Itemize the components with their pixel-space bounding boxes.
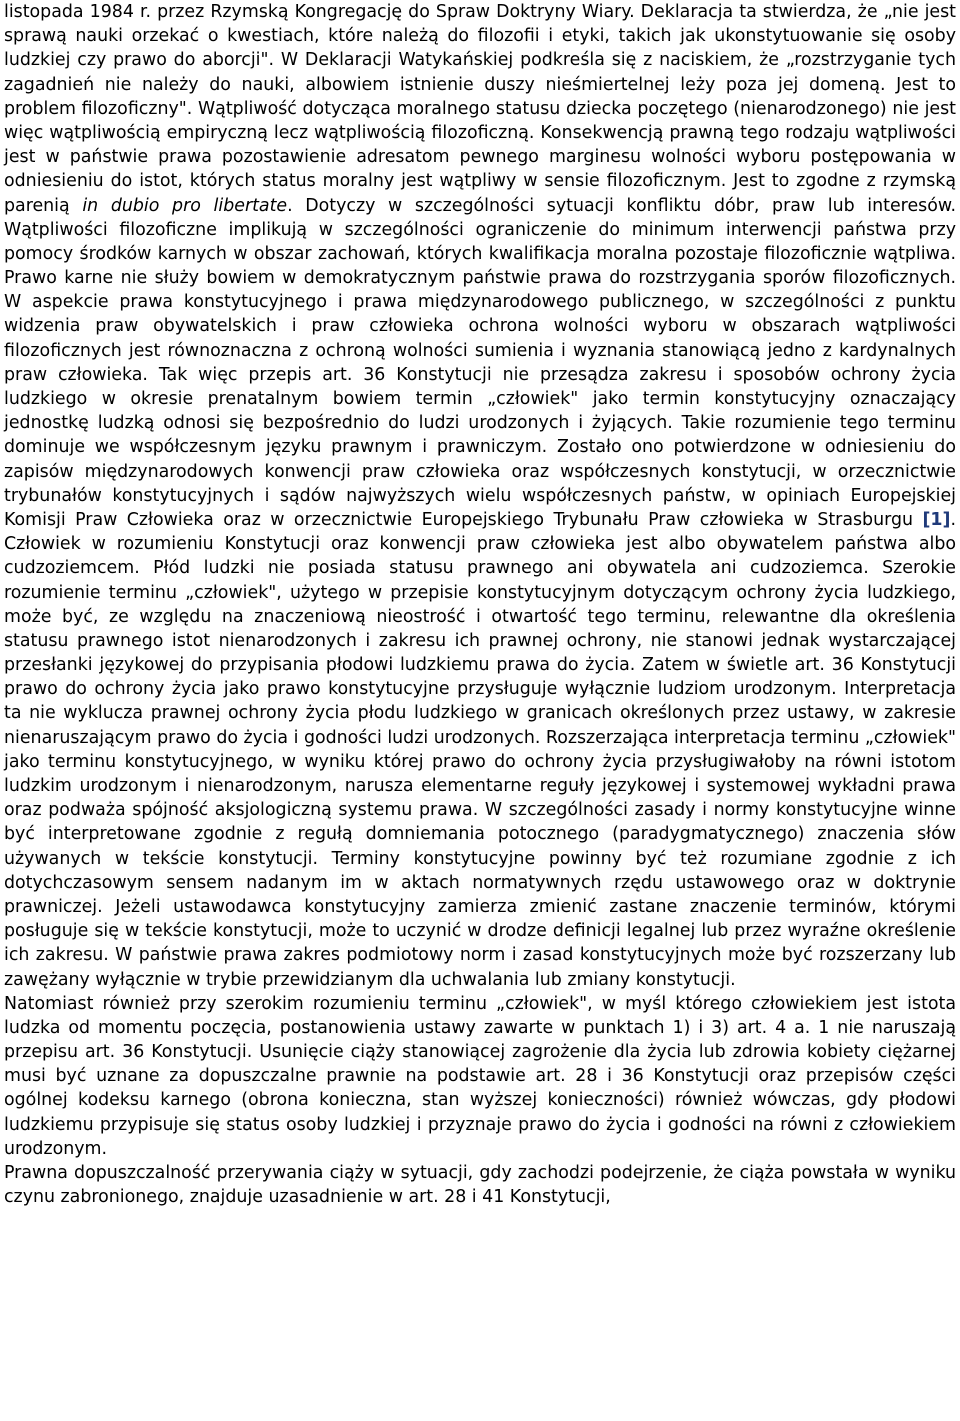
footnote-link[interactable]: [1] (922, 509, 951, 530)
paragraph-1 (4, 0, 956, 992)
paragraph-2: Natomiast również przy szerokim rozumieniu terminu „człowiek", w myśl którego człowiekiem jest istota ludzka od momentu poczęcia, postanowienia ustawy zawarte w punktach 1) i 3) art. 4 a. 1 nie naruszają przepisu art. 36 Konstytucji. Usunięcie ciąży stanowiącej zagrożenie dla życia lub zdrowia kobiety ciężarnej musi być uznane za dopuszczalne prawnie na podstawie art. 28 i 36 Konstytucji oraz przepisów części ogólnej kodeksu karnego (obrona konieczna, stan wyższej konieczności) również wówczas, gdy płodowi ludzkiemu przypisuje się status osoby ludzkiej i przyznaje prawo do życia i godności na równi z człowiekiem urodzonym. (4, 993, 956, 1159)
paragraph-1-text-start: listopada 1984 r. przez Rzymską Kongregację do Spraw Doktryny Wiary. Deklaracja ta stwierdza, że „nie jest sprawą nauki orzekać o kwestiach, które należą do filozofii i etyki, takich jak ukonstytuowanie się osoby ludzkiej czy prawo do aborcji". W Deklaracji Watykańskiej podkreśla się z naciskiem, że „rozstrzyganie tych zagadnień nie należy do nauki, albowiem istnienie duszy nieśmiertelnej leży poza jej domeną. Jest to problem filozoficzny". Wątpliwość dotycząca moralnego statusu dziecka poczętego (nienarodzonego) nie jest więc wątpliwością empiryczną lecz wątpliwością filozoficzną. Konsekwencją prawną tego rodzaju wątpliwości jest w państwie prawa pozostawienie adresatom pewnego marginesu wolności wyboru postępowania w odniesieniu do istot, których status moralny jest wątpliwy w sensie filozoficznym. Jest to zgodne z rzymską parenią (4, 2, 956, 216)
paragraph-1-text-end: . Człowiek w rozumieniu Konstytucji oraz konwencji praw człowieka jest albo obywatelem państwa albo cudzoziemcem. Płód ludzki nie posiada statusu prawnego ani obywatela ani cudzoziemca. Szerokie rozumienie terminu „człowiek", użytego w przepisie konstytucyjnym dotyczącym ochrony życia ludzkiego, może być, ze względu na znaczeniową nieostrość i otwartość tego terminu, relewantne dla określenia statusu prawnego istot nienarodzonych i zakresu ich prawnej ochrony, nie stanowi jednak wystarczającej przesłanki językowej do przypisania płodowi ludzkiemu prawa do życia. Zatem w świetle art. 36 Konstytucji prawo do ochrony życia jako prawo konstytucyjne przysługuje wyłącznie ludziom urodzonym. Interpretacja ta nie wyklucza prawnej ochrony życia płodu ludzkiego w granicach określonych przez ustawy, w zakresie nienaruszającym prawo do życia i godności ludzi urodzonych. Rozszerzająca interpretacja terminu „człowiek" jako terminu konstytucyjnego, w wyniku której prawo do ochrony życia przysługiwałoby na równi istotom ludzkim urodzonym i nienarodzonym, narusza elementarne reguły językowej i systemowej wykładni prawa oraz podważa spójność aksjologiczną systemu prawa. W szczególności zasady i normy konstytucyjne winne być interpretowane zgodnie z regułą domniemania potocznego (paradygmatycznego) znaczenia słów używanych w tekście konstytucji. Terminy konstytucyjne powinny być też rozumiane zgodnie z ich dotychczasowym sensem nadanym im w aktach normatywnych rzędu ustawowego oraz w doktrynie prawniczej. Jeżeli ustawodawca konstytucyjny zamierza zmienić zastane znaczenie terminów, którymi posługuje się w tekście konstytucji, może to uczynić w drodze definicji legalnej lub przez wyraźne określenie ich zakresu. W państwie prawa zakres podmiotowy norm i zasad konstytucyjnych może być rozszerzany lub zawężany wyłącznie w trybie przewidzianym dla uchwalania lub zmiany konstytucji. (4, 509, 956, 990)
latin-phrase: in dubio pro libertate (82, 195, 288, 216)
paragraph-1-text-middle: . Dotyczy w szczególności sytuacji konfliktu dóbr, praw lub interesów. Wątpliwości filozoficzne implikują w szczególności ograniczenie do minimum interwencji państwa przy pomocy środków karnych w obszar zachowań, których kwalifikacja moralna pozostaje filozoficznie wątpliwa. Prawo karne nie służy bowiem w demokratycznym państwie prawa do rozstrzygania sporów filozoficznych. W aspekcie prawa konstytucyjnego i prawa międzynarodowego publicznego, w szczególności z punktu widzenia praw obywatelskich i praw człowieka ochrona wolności wyboru w obszarach wątpliwości filozoficznych jest równoznaczna z ochroną wolności sumienia i wyznania stanowiącą jedno z kardynalnych praw człowieka. Tak więc przepis art. 36 Konstytucji nie przesądza zakresu i sposobów ochrony życia ludzkiego w okresie prenatalnym bowiem termin „człowiek" jako termin konstytucyjny oznaczający jednostkę ludzką odnosi się bezpośrednio do ludzi urodzonych i żyjących. Takie rozumienie tego terminu dominuje we współczesnym języku prawnym i prawniczym. Zostało ono potwierdzone w odniesieniu do zapisów międzynarodowych konwencji praw człowieka oraz współczesnych konstytucji, w orzecznictwie trybunałów konstytucyjnych i sądów najwyższych wielu współczesnych państw, w opiniach Europejskiej Komisji Praw Człowieka oraz w orzecznictwie Europejskiego Trybunału Praw człowieka w Strasburgu (4, 195, 956, 530)
document-page (4, 0, 956, 1209)
paragraph-3: Prawna dopuszczalność przerywania ciąży w sytuacji, gdy zachodzi podejrzenie, że ciąża powstała w wyniku czynu zabronionego, znajduje uzasadnienie w art. 28 i 41 Konstytucji, (4, 1163, 956, 1208)
